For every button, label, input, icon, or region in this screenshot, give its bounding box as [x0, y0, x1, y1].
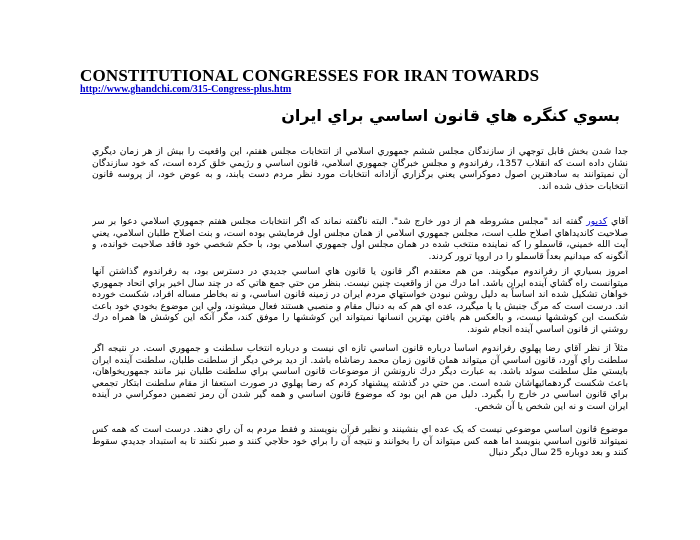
source-url-link[interactable]: http://www.ghandchi.com/315-Congress-plus.htm [80, 84, 292, 95]
document-title: CONSTITUTIONAL CONGRESSES FOR IRAN TOWARDS [80, 66, 540, 85]
paragraph-2-body: گفته اند "مجلس مشروطه هم از دور خارج شد". البته ناگفته نماند كه اگر انتخابات مجلس هفتم جمهوري اسلامي دعوا بر سر صلاحيت كانديداهاي اصلاح طلب است، مجلس جمهوري اسلامي از همان مجلس اول فرمايشي بوده است، و بنت اصلاح طلبان اسلامي، يعني آيت الله خميني، قاسملو را كه نماينده منتخب شده در همان مجلس اول جمهوري اسلامي بود، با حكم شخصي خود فاقد صلاحيت خوانده، و آنگونه كه ميدانيم بعداً قاسملو را در اروپا ترور كردند. [92, 216, 628, 262]
persian-heading: بسوي كنگره هاي قانون اساسي براي ايران [281, 106, 620, 125]
kadivar-link[interactable]: كديور [586, 216, 608, 227]
paragraph-1: جدا شدن بخش قابل توجهي از سازندگان مجلس ششم جمهوري اسلامي از انتخابات مجلس هفتم، اين واقعيت را بيش از هر زمان ديگري نشان داده است كه انقلاب 1357، رفراندوم و مجلس خبرگان جمهوري اسلامي، قانون اساسي و رژيمي خلق كرده است، كه خود سازندگان آن نميتوانند به سادهترين اصول دموكراسي يعني برگزاري آزادانه انتخابات مورد نظر مردم دست يابند، و به عوض خود، از پروسه قانون انتخابات حذف شده اند. [92, 146, 628, 192]
paragraph-2-lead: آقاي [607, 216, 628, 227]
paragraph-5: موضوع قانون اساسي موضوعي نيست كه يک عده اي بنشينند و نظير قرآن بنويسند و فقط مردم به آن راي دهند. درست است كه همه كس نميتواند قانون اساسي بنويسد اما همه كس ميتواند آن را بخوانند و نتيجه آن را براي خود حلاجي كنند و صبر نكنند تا به استبداد جديدي سقوط كنند و بعد دوباره 25 سال ديگر دنبال [92, 424, 628, 459]
paragraph-3: امروز بسياري از رفراندوم ميگويند. من هم معتقدم اگر قانون يا قانون هاي اساسي جديدي در دسترس بود، به رفراندوم گذاشتن آنها ميتوانست راه گشاي آينده ايران باشد. اما درك من از واقعيت چنين نيست. بنظر من حتي جمع هاتي كه در چند سال اخير براي اتحاد جمهوري خواهان تشكيل شده اند اساساً به دليل روشن نبودن خواستهاي مردم ايران در زمينه قانون اساسي، و نه بخاطر مساله افراد، شكست خورده اند. درست است كه مرگ جنبش يا يا ميگيرد، عده اي هم كه به دنبال مقام و منصبي هستند فعال ميشوند، ولي اين موضوع بخودي خود باعث شكست اين كوششها نيست، و بالعكس هم يافتن بهترين انسانها نميتواند اين كوششها را موفق كند، مگر آنكه اين كوشش ها همراه درك روشني از قانون اساسي آينده انجام شوند. [92, 266, 628, 335]
paragraph-2 [92, 216, 628, 264]
paragraph-4: مثلاً از نظر آقاي رضا پهلوي رفراندوم اساساً درباره قانون اساسي تازه اي نيست و درباره انتخاب سلطنت و جمهوري است. در نتيجه اگر سلطنت راي آورد، قانون اساسي آن ميتواند همان قانون زمان محمد رضاشاه باشد. از ديد برخي ديگر از سلطنت طلبان، سلطنت آينده ايران بايستي مثل سلطنت سوئد باشد. به عبارت ديگر درك نارونشن از موضوعات قانون اساسي براي سلطنت طلبان نيز مانند جمهوريخواهان، باعث شكست گردهمائيهاشان شده است. من حتي در گذشته پيشنهاد كردم كه رضا پهلوي در صورت استعفا از مقام سلطنت ابتكار تجمعي براي قانون اساسي در خارج را بگيرد. دليل من هم اين بود كه موضوع قانون اساسي و همه گير شدن آن رمز تضمين دموكراسي در آينده ايران است و نه اين شخص يا آن شخص. [92, 343, 628, 412]
